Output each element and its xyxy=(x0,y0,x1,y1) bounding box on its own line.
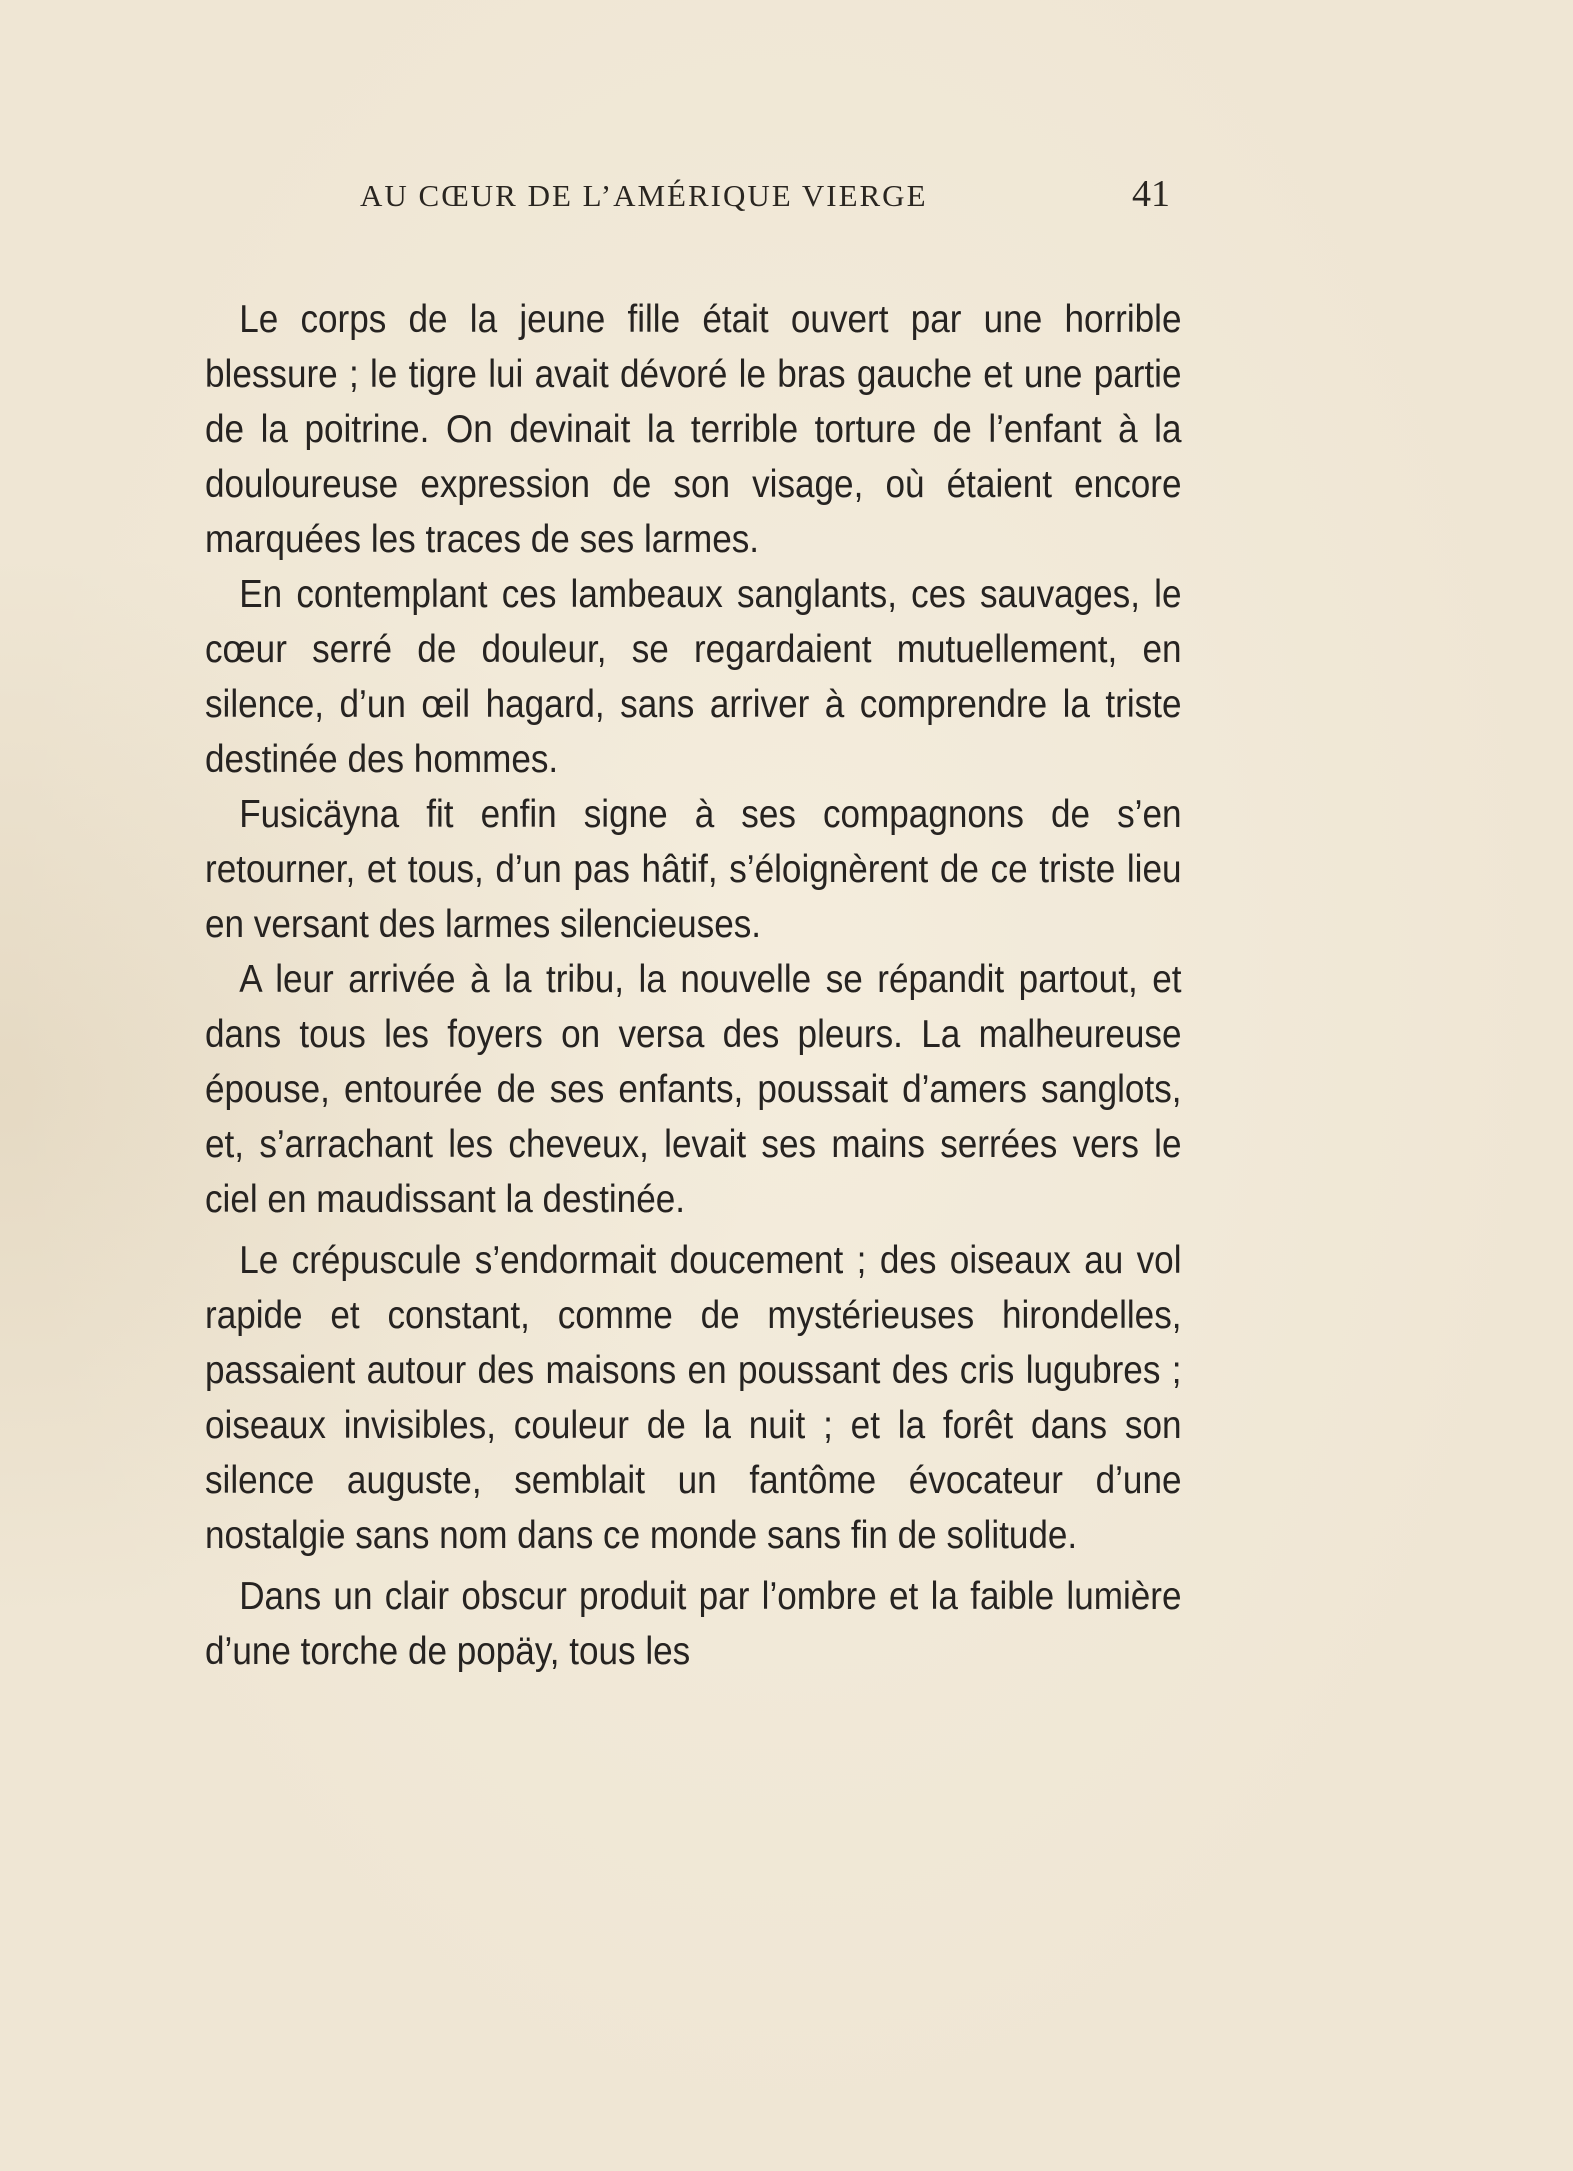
paragraph: Le crépuscule s’endormait doucement ; des oiseaux au vol rapide et constant, comme de mystérieuses hirondelles, passaient autour des maisons en poussant des cris lugubres ; oiseaux invisibles, couleur de la nuit ; et la forêt dans son silence auguste, semblait un fantôme évocateur d’une nostalgie sans nom dans ce monde sans fin de solitude. xyxy=(205,1239,1182,1557)
paragraph: Dans un clair obscur produit par l’ombre et la faible lumière d’une torche de popäy, tous les xyxy=(205,1575,1182,1673)
paragraph: Fusicäyna fit enfin signe à ses compagnons de s’en retourner, et tous, d’un pas hâtif, s’éloignèrent de ce triste lieu en versant des larmes silencieuses. xyxy=(205,793,1182,946)
running-title: AU CŒUR DE L’AMÉRIQUE VIERGE xyxy=(360,178,928,213)
paragraph: En contemplant ces lambeaux sanglants, ces sauvages, le cœur serré de douleur, se regardaient mutuellement, en silence, d’un œil hagard, sans arriver à comprendre la triste destinée des hommes. xyxy=(205,573,1182,781)
paragraph: Le corps de la jeune fille était ouvert par une horrible blessure ; le tigre lui avait dévoré le bras gauche et une partie de la poitrine. On devinait la terrible torture de l’enfant à la douloureuse expression de son visage, où étaient encore marquées les traces de ses larmes. xyxy=(205,298,1182,561)
page-number: 41 xyxy=(1132,173,1170,215)
body-text xyxy=(205,292,1182,1679)
running-head xyxy=(360,172,1170,222)
paragraph: A leur arrivée à la tribu, la nouvelle se répandit partout, et dans tous les foyers on versa des pleurs. La malheureuse épouse, entourée de ses enfants, poussait d’amers sanglots, et, s’arrachant les cheveux, levait ses mains serrées vers le ciel en maudissant la destinée. xyxy=(205,958,1182,1221)
